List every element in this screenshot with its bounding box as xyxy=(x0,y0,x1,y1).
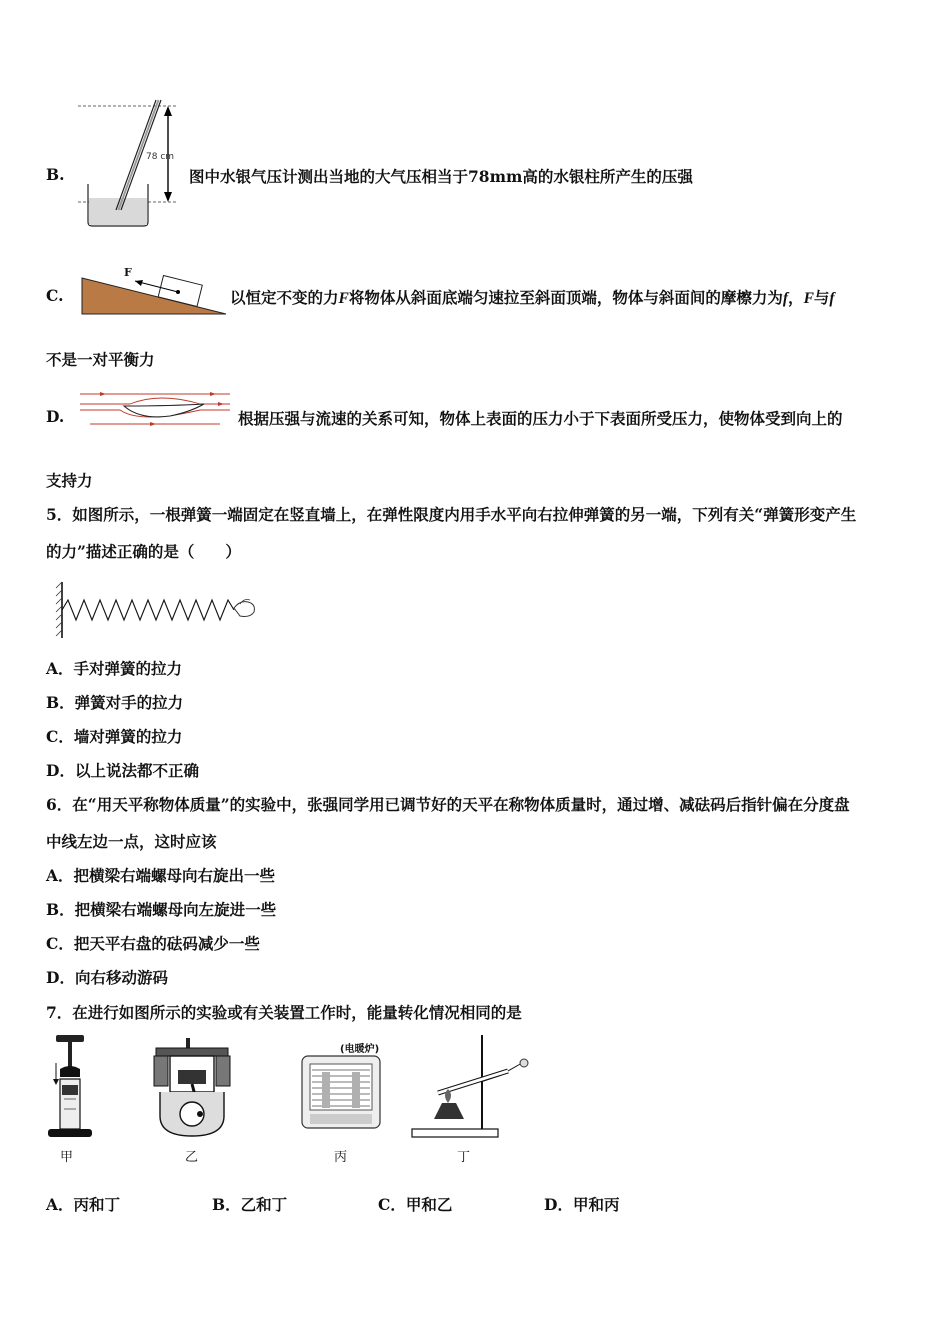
option-b-letter: B. xyxy=(46,165,65,184)
option-c-text: 以恒定不变的力F将物体从斜面底端匀速拉至斜面顶端，物体与斜面间的摩檫力为f，F与f xyxy=(230,288,835,307)
airfoil-flow-figure xyxy=(80,388,235,430)
option-d-text: 根据压强与流速的关系可知，物体上表面的压力小于下表面所受压力，使物体受到向上的 xyxy=(238,409,843,428)
heater-caption: (电暖炉) xyxy=(340,1044,380,1055)
figure-label-bing: 丙 xyxy=(334,1150,348,1165)
engine-cylinder-figure xyxy=(150,1036,234,1142)
spring-figure xyxy=(54,578,264,640)
q6-option-c[interactable]: C．把天平右盘的砝码减少一些 xyxy=(46,934,260,953)
test-tube-heating-figure xyxy=(408,1033,532,1145)
incline-figure xyxy=(80,268,230,318)
q6-option-d[interactable]: D．向右移动游码 xyxy=(46,968,168,987)
q7-option-b[interactable]: B．乙和丁 xyxy=(212,1195,288,1214)
barometer-height-label: 78 cm xyxy=(146,152,175,162)
q7-option-c[interactable]: C．甲和乙 xyxy=(378,1195,453,1214)
barometer-figure xyxy=(78,98,188,230)
q7-option-a[interactable]: A．丙和丁 xyxy=(46,1195,121,1214)
figure-label-ding: 丁 xyxy=(457,1150,471,1165)
option-b-text: 图中水银气压计测出当地的大气压相当于78mm高的水银柱所产生的压强 xyxy=(189,167,693,186)
q6-stem-line1: 6．在“用天平称物体质量”的实验中，张强同学用已调节好的天平在称物体质量时，通过增、减砝码后指针偏在分度盘 xyxy=(46,795,850,814)
figure-label-yi: 乙 xyxy=(185,1150,199,1165)
figure-label-jia: 甲 xyxy=(60,1150,74,1165)
q5-option-d[interactable]: D．以上说法都不正确 xyxy=(46,761,199,780)
q5-option-a[interactable]: A．手对弹簧的拉力 xyxy=(46,659,183,678)
q5-option-b[interactable]: B．弹簧对手的拉力 xyxy=(46,693,184,712)
q5-stem-line1: 5．如图所示，一根弹簧一端固定在竖直墙上，在弹性限度内用手水平向右拉伸弹簧的另一端，下列有关“弹簧形变产生 xyxy=(46,505,857,524)
q6-stem-line2: 中线左边一点，这时应该 xyxy=(46,832,217,851)
option-d-letter: D. xyxy=(46,407,65,426)
q6-option-a[interactable]: A．把横梁右端螺母向右旋出一些 xyxy=(46,866,276,885)
q5-stem-line2: 的力”描述正确的是（ ） xyxy=(46,542,241,561)
electric-heater-figure xyxy=(300,1054,382,1132)
q7-option-d[interactable]: D．甲和丙 xyxy=(544,1195,620,1214)
fire-piston-figure xyxy=(44,1033,96,1145)
q7-stem: 7．在进行如图所示的实验或有关装置工作时，能量转化情况相同的是 xyxy=(46,1003,522,1022)
q5-option-c[interactable]: C．墙对弹簧的拉力 xyxy=(46,727,183,746)
option-d-line2: 支持力 xyxy=(46,471,93,490)
option-c-letter: C. xyxy=(46,286,64,305)
option-c-line2: 不是一对平衡力 xyxy=(46,350,155,369)
incline-force-label: F xyxy=(124,266,132,279)
q6-option-b[interactable]: B．把横梁右端螺母向左旋进一些 xyxy=(46,900,277,919)
